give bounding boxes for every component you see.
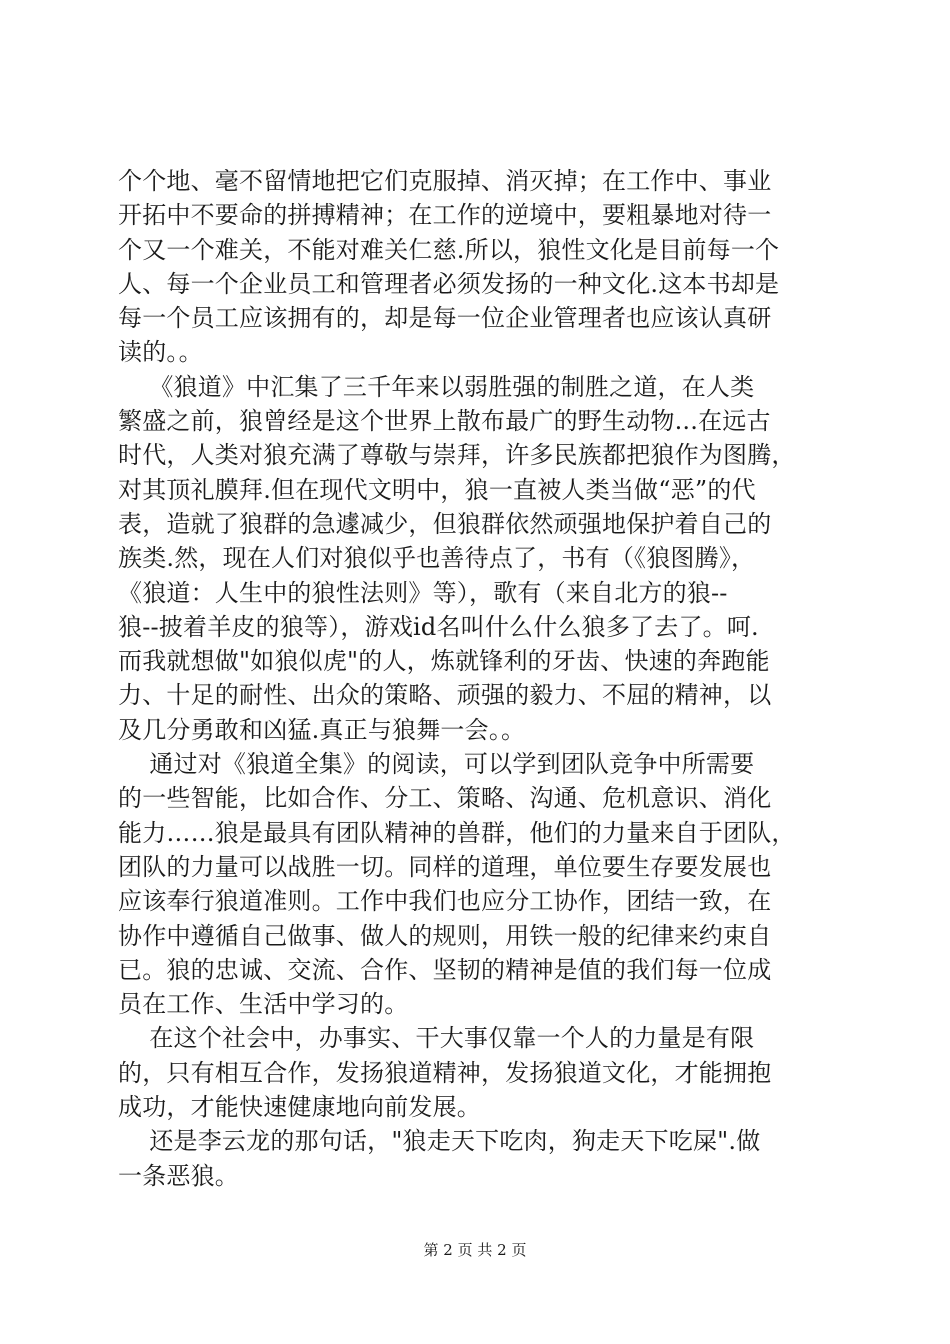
text-line: 开拓中不要命的拼搏精神；在工作的逆境中，要粗暴地对待一	[118, 201, 772, 230]
text-line: 个个地、毫不留情地把它们克服掉、消灭掉；在工作中、事业	[118, 167, 772, 195]
text-line: 族类.然，现在人们对狼似乎也善待点了，书有（《狼图腾》，	[118, 544, 756, 573]
text-line: 还是李云龙的那句话，"狼走天下吃肉，狗走天下吃屎".做	[118, 1127, 761, 1156]
text-line: 协作中遵循自己做事、做人的规则，用铁一般的纪律来约束自	[118, 921, 772, 950]
text-line: 《狼道：人生中的狼性法则》等），歌有（来自北方的狼--	[118, 578, 728, 607]
text-line: 员在工作、生活中学习的。	[118, 990, 409, 1019]
page-number-label: 第 2 页 共 2 页	[423, 1241, 527, 1259]
text-line: 个又一个难关，不能对难关仁慈.所以，狼性文化是目前每一个	[118, 235, 780, 264]
text-line: 人、每一个企业员工和管理者必须发扬的一种文化.这本书却是	[118, 269, 780, 298]
text-line: 读的。。	[118, 338, 203, 367]
text-line: 的，只有相互合作，发扬狼道精神，发扬狼道文化，才能拥抱	[118, 1058, 772, 1087]
text-line: 《狼道》中汇集了三千年来以弱胜强的制胜之道，在人类	[118, 372, 755, 401]
text-line: 繁盛之前，狼曾经是这个世界上散布最广的野生动物...在远古	[118, 407, 771, 436]
text-line: 已。狼的忠诚、交流、合作、坚韧的精神是值的我们每一位成	[118, 955, 772, 984]
text-line: 及几分勇敢和凶猛.真正与狼舞一会。。	[118, 715, 526, 744]
text-line: 的一些智能，比如合作、分工、策略、沟通、危机意识、消化	[118, 784, 772, 813]
text-line: 而我就想做"如狼似虎"的人，炼就锋利的牙齿、快速的奔跑能	[118, 647, 770, 676]
text-line: 对其顶礼膜拜.但在现代文明中，狼一直被人类当做“恶”的代	[118, 475, 756, 504]
text-line: 狼--披着羊皮的狼等），游戏id名叫什么什么狼多了去了。呵.	[118, 612, 759, 641]
text-line: 时代，人类对狼充满了尊敬与崇拜，许多民族都把狼作为图腾，	[118, 441, 796, 470]
text-line: 通过对《狼道全集》的阅读，可以学到团队竞争中所需要	[118, 750, 755, 779]
text-line: 力、十足的耐性、出众的策略、顽强的毅力、不屈的精神，以	[118, 681, 772, 710]
text-line: 团队的力量可以战胜一切。同样的道理，单位要生存要发展也	[118, 852, 772, 881]
text-line: 在这个社会中，办事实、干大事仅靠一个人的力量是有限	[118, 1024, 755, 1053]
text-line: 表，造就了狼群的急遽减少，但狼群依然顽强地保护着自己的	[118, 509, 772, 538]
text-line: 成功，才能快速健康地向前发展。	[118, 1093, 481, 1122]
text-line: 能力……狼是最具有团队精神的兽群，他们的力量来自于团队，	[118, 818, 796, 847]
text-line: 一条恶狼。	[118, 1161, 239, 1190]
text-line: 应该奉行狼道准则。工作中我们也应分工协作，团结一致，在	[118, 887, 772, 916]
page-footer	[0, 1240, 950, 1260]
body-text	[118, 164, 838, 1193]
text-line: 每一个员工应该拥有的，却是每一位企业管理者也应该认真研	[118, 304, 772, 333]
